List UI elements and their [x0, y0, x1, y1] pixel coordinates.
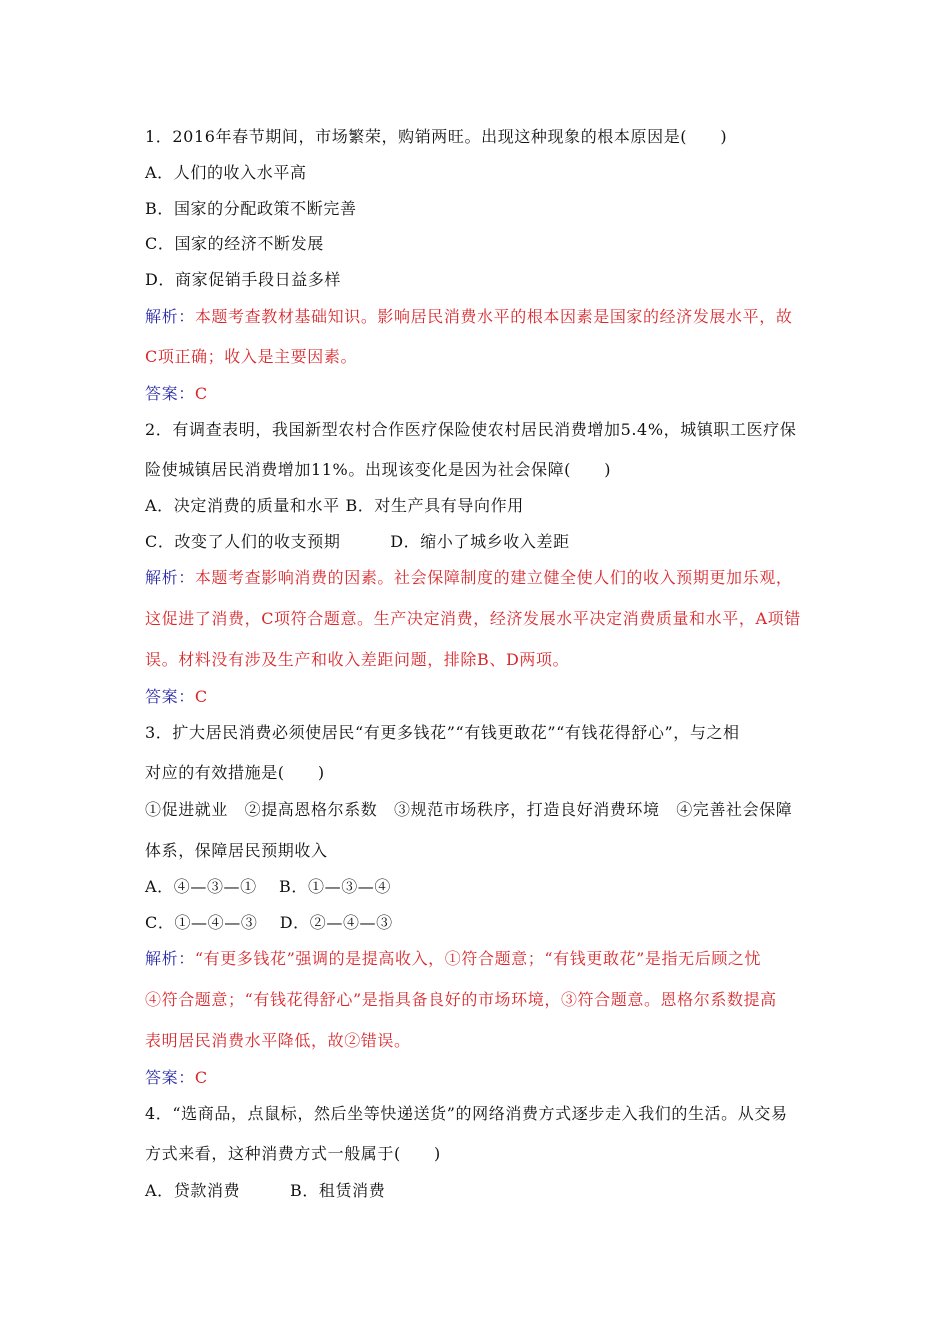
question-3-analysis-cont: ④符合题意；“有钱花得舒心”是指具备良好的市场环境，③符合题意。恩格尔系数提高 — [145, 990, 777, 1009]
answer-label: 答案： — [145, 1068, 195, 1087]
answer-value: C — [194, 384, 208, 403]
question-2-analysis-cont-2: 误。材料没有涉及生产和收入差距问题，排除B、D两项。 — [145, 650, 570, 669]
answer-label: 答案： — [145, 384, 195, 403]
question-3-measures-cont: 体系，保障居民预期收入 — [145, 841, 328, 860]
question-3-analysis — [145, 948, 761, 970]
analysis-label: 解析： — [145, 949, 195, 968]
question-1-analysis — [145, 306, 792, 328]
question-4-options-ab: A．贷款消费 B．租赁消费 — [145, 1181, 386, 1200]
question-1-option-a: A．人们的收入水平高 — [145, 163, 307, 182]
question-2-options-cd: C．改变了人们的收支预期 D．缩小了城乡收入差距 — [145, 532, 570, 551]
question-4-stem-cont: 方式来看，这种消费方式一般属于( ) — [145, 1144, 441, 1163]
question-2-analysis-cont: 这促进了消费，C项符合题意。生产决定消费，经济发展水平决定消费质量和水平，A项错 — [145, 609, 801, 628]
analysis-label: 解析： — [145, 307, 195, 326]
question-2-stem-cont: 险使城镇居民消费增加11%。出现该变化是因为社会保障( ) — [145, 460, 612, 479]
question-1-answer — [145, 383, 208, 405]
answer-label: 答案： — [145, 687, 195, 706]
question-1-analysis-cont: C项正确；收入是主要因素。 — [145, 347, 358, 366]
question-1-stem: 1．2016年春节期间，市场繁荣，购销两旺。出现这种现象的根本原因是( ) — [145, 127, 728, 146]
question-3-measures: ①促进就业 ②提高恩格尔系数 ③规范市场秩序，打造良好消费环境 ④完善社会保障 — [145, 800, 793, 819]
question-3-analysis-cont-2: 表明居民消费水平降低，故②错误。 — [145, 1031, 411, 1050]
answer-value: C — [194, 687, 208, 706]
question-3-options-ab: A．④—③—① B．①—③—④ — [145, 877, 391, 896]
question-1-option-d: D．商家促销手段日益多样 — [145, 270, 342, 289]
analysis-text: 本题考查影响消费的因素。社会保障制度的建立健全使人们的收入预期更加乐观， — [194, 568, 793, 587]
question-3-options-cd: C．①—④—③ D．②—④—③ — [145, 913, 393, 932]
analysis-text: “有更多钱花”强调的是提高收入，①符合题意；“有钱更敢花”是指无后顾之忧 — [194, 949, 762, 968]
question-4-stem: 4．“选商品，点鼠标，然后坐等快递送货”的网络消费方式逐步走入我们的生活。从交易 — [145, 1104, 788, 1123]
question-2-stem: 2．有调查表明，我国新型农村合作医疗保险使农村居民消费增加5.4%，城镇职工医疗保 — [145, 420, 797, 439]
question-3-stem-cont: 对应的有效措施是( ) — [145, 763, 325, 782]
analysis-text: 本题考查教材基础知识。影响居民消费水平的根本因素是国家的经济发展水平，故 — [194, 307, 793, 326]
question-2-answer — [145, 686, 208, 708]
question-3-answer — [145, 1067, 208, 1089]
analysis-label: 解析： — [145, 568, 195, 587]
answer-value: C — [194, 1068, 208, 1087]
question-1-option-c: C．国家的经济不断发展 — [145, 234, 324, 253]
question-2-analysis — [145, 567, 792, 589]
question-3-stem: 3．扩大居民消费必须使居民“有更多钱花”“有钱更敢花”“有钱花得舒心”，与之相 — [145, 723, 740, 742]
question-2-options-ab: A．决定消费的质量和水平 B．对生产具有导向作用 — [145, 496, 524, 515]
question-1-option-b: B．国家的分配政策不断完善 — [145, 199, 357, 218]
